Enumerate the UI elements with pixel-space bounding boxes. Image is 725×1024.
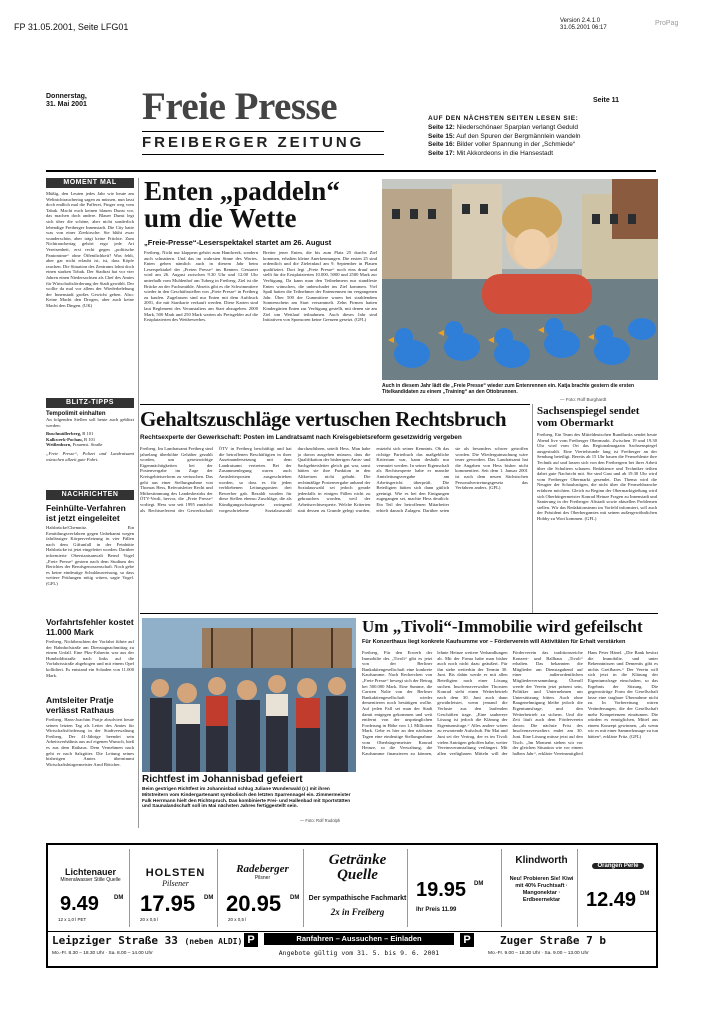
richtfest-credit: — Foto: Rolf Rudolph [300, 818, 341, 823]
richtfest-headline: Richtfest im Johannisbad gefeiert [142, 774, 303, 785]
blitz-item: Kalkwerk-Pochau, B 101 [46, 436, 96, 442]
ad-location-2-hours: Mo.-Fr. 9.00 – 18.30 Uhr · Sa. 9.00 – 13.00 Uhr [488, 951, 589, 956]
ad-item-orangenperle [582, 849, 654, 927]
next-pages-title: AUF DEN NÄCHSTEN SEITEN LESEN SIE: [428, 115, 579, 122]
next-page-item: Seite 17: Mit Akkordeons in die Hansestadt [428, 149, 554, 157]
lead-col-1: Freiberg. Nicht nur klappern gehört zum Handwerk, sondern auch schnattern. Und das im wahrsten Sinne des Wortes. Enten gehen nämlich auch in diesem Jahr beim Leserspektakel der „Freien Presse“ ins Rennen. Gestartet wird am 26. August zwischen 9.30 Uhr und 12.00 Uhr unterhalb vom Muldenhof am Tuberg in Freiberg. Ziel ist die Brücke an der Fuchsmühle. Abseits gibt es die Schwimmtiere wieder in den Geschäftsstellen von „Freie Presse“ in Freiberg zu kaufen. Zugelassen sind nur Enten mit dem Aufdruck 2001, die mit Startkarte verkauft werden. Diese Karten sind laut Reglement des Veranstalters am Start abzugeben. 2000 Mark, 500 Mark und 250 Mark warten als Preisgelder auf die Erstplatzierten des Wettbewerbes. [144, 250, 258, 323]
ad-brand: Klindworth [515, 855, 568, 866]
parking-icon: P [244, 933, 258, 947]
ad-unit: DM [640, 891, 650, 897]
ad-location-1-note: (neben ALDI) [184, 937, 243, 946]
print-slug: FP 31.05.2001, Seite LFG01 [14, 22, 129, 32]
blitz-tipps-box [46, 398, 134, 462]
ad-location-1-street: Leipziger Straße 33 [52, 934, 178, 947]
issue-date [46, 93, 87, 109]
ad-item-getraenke-quelle [308, 849, 408, 927]
tivoli-kicker: Für Konzerthaus liegt konkrete Kaufsumme vor – Förderverein will Aktivitäten für Erhalt verstärken [362, 639, 626, 645]
ad-note: 2x in Freiberg [330, 907, 385, 917]
ad-product: Mineralwasser Stille Quelle [60, 877, 121, 883]
news-title: Vorfahrtsfehler kostet 11.000 Mark [46, 617, 134, 637]
ad-note: 20 x 0,5 l [228, 917, 247, 922]
next-page-item: Seite 12: Niederschönaer Sparplan verlangt Geduld [428, 124, 578, 131]
ad-note: Ihr Preis 11.99 [416, 907, 457, 913]
page-number: Seite 11 [593, 97, 620, 104]
lead-headline-line: um die Wette [144, 203, 297, 233]
article2-kicker: Rechtsexperte der Gewerkschaft: Posten im Landratsamt nach Kreisgebietsreform gesetzwidrig vergeben [140, 434, 462, 441]
duck-credit: — Foto: Rolf Burghardt [560, 397, 607, 402]
lead-col-2: Breiter jener Enten, die bis zum Platz 25 durchs Ziel kommen, erhalten kleine Anerkennungen. Die ersten 25 sind ordentlich und die Zieleinlauf am 9. September in Plauen qualifiziert. Dort legt „Freie Presse“ noch eins drauf und stellt für die Erstplatzierten 10.000, 5000 und 2500 Mark zur Verfügung. Da kann man den Teilnehmern nur standfeste Enten wünschen, die unbeschadet ins Ziel kommen. Viel Spaß hatten die Teilnehmer der Entenrennen im vergangenen Jahr. Über 500 der Gummitiere waren bei strahlendem Sonnenschein am Start versammelt. Zehn Firmen hatten Kindergärten Enten zur Verfügung gestellt, mit denen sie am Ziel um Wettlauf teilnahmen. Auch dieses Jahr sind Initiativen von Sponsoren keine Grenzen gesetzt. (GFL) [263, 250, 377, 323]
tivoli-headline: Um „Tivoli“-Immobilie wird gefeilscht [362, 617, 643, 636]
blitz-item: Weißenborn, Frauenst. Straße [46, 442, 103, 448]
ad-note: 12 x 1,0 l PET [58, 917, 87, 922]
nachrichten-head: NACHRICHTEN [46, 490, 134, 500]
ad-brand: Orangen Perle [592, 863, 644, 869]
ad-item-radeberger [222, 849, 304, 927]
lead-headline-line: Enten „paddeln“ [144, 176, 340, 206]
tivoli-body [362, 650, 658, 825]
parking-icon: P [460, 933, 474, 947]
blitz-tipps-head: BLITZ-TIPPS [46, 398, 134, 408]
ad-unit: DM [474, 881, 484, 887]
ad-note: 20 x 0,5 l [140, 917, 159, 922]
next-pages-box [428, 115, 644, 158]
ad-price: 12.49 [586, 889, 637, 911]
sachsen-text: Freiberg. Ein Team des Mitteldeutschen Rundfunks sendet heute Abend live vom Freiberger Obermarkt. Zwischen 19 und 19.30 Uhr wird vom Ort das Regionalmagazin Sachsenspiegel ausgestrahlt. Eine Viertelstunde lang ist Freiberger an der Sendung beteiligt. Bereits ab 15 Uhr bauen die Fernsehleute ihre Technik auf und lassen sich von den Freibergern bei ihrer Arbeit über die Schultern schauen. Redakteure und Techniker teilten dabei gute Nachricht mit. Sie sind Gast und ab 19.30 Uhr wird vom Freiberger Obermarkt gesendet. Das Thema wird die Neugier der Schaulustigen, die nicht über die Fernsehbranche erfahren möchten. Gleich zu Beginn der Obermarktgießung wird sich Oberbürgermeister Konrad Heinze Fragen zu Innenstadt und Sanierung in der Freiberger Altstadt sowie aktuellen Problemen stellen. Wir das Redaktionsteam im Vorfeld informiert, soll auch der Präsident des Oberbergamtes mit seinen außergewöhnlichen Hobby zu Wort kommen. (GFL) [537, 432, 657, 521]
ad-product: Neu! Probieren Sie! Kiwi mit 40% Fruchtsaft · Mangonektar · Erdbeernektar [509, 876, 574, 903]
ad-slogan: Ranfahren – Aussuchen – Einladen [264, 933, 454, 945]
ad-unit: DM [114, 895, 124, 901]
richtfest-photo [142, 618, 356, 772]
article2-body [140, 446, 528, 596]
ad-location-1-hours: Mo.-Fr. 8.30 – 18.30 Uhr · Sa. 8.00 – 14.00 Uhr [52, 951, 153, 956]
next-pages-list [428, 124, 644, 158]
weekday-label: Donnerstag, [46, 93, 87, 100]
ad-brand: Radeberger [236, 863, 289, 875]
ad-item-wine [412, 849, 502, 927]
ad-item-lichtenauer [52, 849, 130, 927]
ad-validity: Angebote gültig vom 31. 5. bis 9. 6. 2001 [278, 949, 440, 957]
blitz-item: Buschmüllerberg, B 101 [46, 431, 94, 437]
next-page-item: Seite 15: Auf den Spuren der Bergmännlein wandeln [428, 132, 581, 140]
propag-logo: ProPag [655, 20, 679, 27]
news-title: Amtsleiter Pratje verlässt Rathaus [46, 695, 115, 715]
blitz-note: „Freie Presse“, Polizei und Landratsamt wünschen allzeit gute Fahrt. [46, 450, 134, 462]
ad-price: 9.49 [60, 893, 99, 915]
news-text: Halsbrücke/Chemnitz. Ein Ermittlungsverfahren gegen Unbekannt wegen fahrlässiger Körperverletzung in vier Fällen nach dem Giftunfall in der Feinhütte Halsbrücke ist jetzt eingeleitet worden. Darüber informierte Oberstaatsanwalt Bernd Vogel „Freie Presse“ gestern nach dem Studium des Berichtes der Berufsgenossenschaft. Noch gebe es keine eindeutige Schuldzuweisung, so dass weitere Prüfungen nötig wären, sagte Vogel. (GFL) [46, 525, 135, 586]
version-label: Version 2.4.1.0 [560, 18, 601, 24]
news-text: Freiberg. Nichtbeachten der Vorfahrt führte auf der Bahnhofstraße am Dienstagnachmittag zu einem Unfall. Eine Pkw-Fahrerin war aus der Humboldtstraße nach links auf die Vorfahrtsstraße abgebogen und mit einem Opel kollidiert. Es entstand ein Schaden von 11.000 Mark. [46, 639, 134, 678]
news-text: Freiberg. Hans-Joachim Pratje absolviert heute seinen letzten Tag als Leiter des Amtes für Wirtschaftsförderung in der Stadtverwaltung Freiberg. Der 41-Jährige beendet sein Arbeitsverhältnis aus auf eigenen Wunsch, hieß es aus dem Rathaus. Dem Vernehmen nach geht er nach Salzgitter. Die Leitung seines bisherigen Amtes übernimmt Wirtschaftsbürgermeister Arnd Böttcher. [46, 717, 134, 767]
nachrichten-box [46, 490, 134, 785]
ad-product: Pilsener [162, 879, 189, 888]
duck-photo [382, 179, 658, 380]
ad-brand: Getränke Quelle [328, 852, 387, 883]
ad-item-klindworth [506, 849, 578, 927]
ad-item-holsten [134, 849, 218, 927]
tivoli-text: Freiberg. Für den Erwerb der Immobilie des „Tivoli“ gibt es jetzt von der Berliner Bankaktiengesellschaft eine konkrete Kaufsumme. Nach Recherchen von „Freie Presse“ bewegt sich der Betrag bei 500.000 Mark. Eine Summe, die Carsten Nolte von der Berliner Bankaktiengesellschaft wieder dementieren noch bestätigen wollte. Auf jeden Fall sei man der Stadt damit entgegen gekommen und weit entfernt von der ursprünglichen Forderung in Höhe von 1,1 Millionen Mark. Gebe es hier an den nächsten Tagen eine eindeutige Stellungnahme vom Oberbürgermeister Konrad Heinze, so die Verwaltung, die Kaufsumme finanzieren zu können, lehnte Heinze weitere Verhandlungen ab. Mit der Firma habe man bisher auch noch nicht dazu geäußert. Für ihn stehe weiterhin der Termin 30. Juni. Bis dahin werde er mit allen Beteiligten nach einer Lösung suchen. Insolvenzverwalter Thorsten Konrad sieht einen Weiterbetrieb nach dem 30. Juni auch dann gewährleistet, wenn jemand die Verluste aus den laufenden Geschäften trage. „Eine sauberere Lösung ist jedoch die Klärung der Eigentumsfrage.“ Alles andere wären zu erwartende Aufschub. Für Mai und Juni sei der Vertrag, der es im Tivoli vielen Anträgen geholfen habe, weiter Vereinsveranstaltung verlängert. Mit allen verfügbaren Mitteln will der Förderverein das traditionsreiche Konzert- und Ballhaus „Tivoli“ erhalten. Das bekannten die Mitglieder am Dienstagabend auf einer außerordentlichen Mitgliederversammlung. Überall werde der Verein jetzt präsent sein, Politiker und Unternehmen um Unterstützung bitten. Auch ohne Baugenehmigung bleibe jedoch die Eigentumsfrage, und den Weiterbetrieb zu sichern. Und die Zeit läuft auch dem Förderverein davon. Die nächste Frist des Insolvenzverwalters endet am 30. Juni. Eine Lösung müsse jetzt auf den Tisch. „Im Moment stehen wir vor der gleichen Situation wie vor einem halben Jahr“, erklärte Vereinsmitglied Hans Peter Hänel. „Die Bank besitzt die Immobilie, und unter Bekenntnissen und Dementis gibt es nichts Greifbares.“ Der Verein will sich jetzt in die Klärung der Eigentumsfrage einschalten, so das Ergebnis der Sitzung. Die gegenwärtige Form der Gesellschaft lasse eine tragbare Übernahme nicht zu. In Vorbereitung wären Veränderungen, die der Gesellschaft mehr Kompetenzen einräumen. Die würden es ermöglichen, Mittel aus einem Konzept gewinnen, „als wenn wir es mit einer Sammelzusage zu tun hätten“, erklärte Fritz. (GFL) [362, 650, 658, 756]
article2-text: Freiberg. Im Landratsamt Freiberg sind jahrelang überhöhte Gehälter gezahlt worden, um gesetzwidrige Eigenmächtigkeiten bei der Postenvergabe im Zuge der Kreisgebietsreform zu vertuschen. Das geht aus einer Stellungnahme von Thomas Hess, Referatsleiter Recht und Mitbestimmung des Landesbezirks der ÖTV-Verdi, hervor, die „Freie Presse“ vorliegt. Hess war seit 1995 zunächst als Rechtsreferent der Gewerkschaft ÖTV in Freiberg beschäftigt und hat die betroffenen Beschäftigten in ihrer Auseinandersetzung mit dem Landratsamt vertreten. Bei der Zusammenlegung waren auch Amtsleiterposten ausgeschrieben worden, so dass es für jeden verbliebenen Leitungsposten drei Bewerber gab. Bezahlt wurden für diese Stellen ebenso Zuschläge, die als Kündigungsschutzgesetz zwingend vorgeschriebene Sozialauswahl durchzuführen, urteilt Hess. Man habe ja davon ausgehen müssen, dass die Qualifikation der bisherigen Amts- und Sachgebietsleiter gleich gut war, sonst hätten sie ihre Funktion in den Altkreisen nicht gehabt. Die rechtmäßige Postenvergabe anhand der Sozialauswahl sei jedoch gerade jedenfalls in einigen Fällen nicht zu gebrauchen worden, weil der Arbeitsrechtsexperte. Welche Kriterien statt dessen zu Grunde gelegt wurden, entzieht sich seiner Kenntnis. Ob das richtige Parteibuch das maßgebliche Kriterium war, kann deshalb nur vermutet werden. In seiner Eigenschaft als Rechtsexperte habe er manche Amtsleitungsvergabe am Arbeitsgericht überprüft. Die Beteiligten hätten sich dann gütlich geeinigt. Wie es bei den Einigungen zugegangen sei, machte Hess deutlich: Ein Teil der betroffenen Mitarbeiter erhielt danach Zulagen. Darüber seien sie als besonders schwer getroffen worden. Die Wiedergutmachung wäre teuer geworden. Das Landratsamt hat die Angaben von Hess bisher nicht kommentiert. Seit dem 1. Januar 2001 ist nach dem neuen Sächsischen Personalvertretungsgesetz das Verfahren anders. (GFL) [140, 446, 528, 513]
duck-caption: Auch in diesem Jahr lädt die „Freie Presse“ wieder zum Entenrennen ein. Katja brachte gestern die ersten Titelkandidaten zu einem „Training“ an den Ottobrunnen. [382, 383, 635, 395]
getraenke-ad [46, 843, 658, 968]
article2-headline: Gehaltszuschläge vertuschen Rechtsbruch [140, 407, 507, 431]
ad-price: 17.95 [140, 891, 196, 916]
date-label: 31. Mai 2001 [46, 101, 87, 108]
ad-brand: HOLSTEN [145, 867, 206, 879]
ad-unit: DM [204, 895, 214, 901]
blitz-intro-text: An folgenden Stellen soll heute auch geblitzt werden: [46, 417, 134, 428]
ad-price: 19.95 [416, 879, 467, 901]
news-title: Feinhülte-Verfahren ist jetzt eingeleitet [46, 503, 126, 523]
lead-kicker: „Freie-Presse“-Leserspektakel startet am 26. August [144, 238, 332, 247]
masthead-subtitle: FREIBERGER ZEITUNG [142, 134, 365, 151]
masthead-title: Freie Presse [142, 85, 338, 128]
blitz-intro-title: Tempolimit einhalten [46, 411, 106, 417]
moment-mal-box [46, 178, 134, 403]
ad-price: 20.95 [226, 891, 282, 916]
richtfest-caption: Beim gestrigen Richtfest im Johannisbad schlug Juliane Wunderwald (r.) mit ihren Mitstreitern vom Kindergartenamt symbolisch den letzten Sparrennagel ein. Zimmermeister Falk Herrmann hielt den Richtspruch. Das kombinierte Frei- und Hallenbad mit Sportstätten und Saunalandschaft soll im Mai nächsten Jahres fertiggestellt sein. [142, 787, 351, 810]
timestamp-label: 31.05.2001 06:17 [560, 25, 607, 31]
ad-location-2: Zuger Straße 7 b [500, 934, 606, 947]
ad-unit: DM [290, 895, 300, 901]
print-version [560, 18, 607, 32]
next-page-item: Seite 16: Bilder voller Spannung in der „Schmiede“ [428, 141, 576, 148]
moment-mal-head: MOMENT MAL [46, 178, 134, 188]
ad-product: Pilsner [254, 875, 271, 881]
moment-mal-text: Müßig, den Leuten jedes Jahr wie heute am Weltnichtrauchertag sagen zu müssen, nun lasst doch endlich mal die Pafferei, Finger weg vom Tabak. Macht euch keinen blauen Dunst vor, das machen doch andere. Blauer Dunst legt sich über die schöne, aber nicht sonderlich lebendige Freiberger Innenstadt. Die City hatte was von einer Zierkirsche: Sie blüht zwar wunderschön, aber trägt keine Früchte. Zum Nichtrauchertag gehört ergo jede Art Vereisenheit, erst recht gegen „politische Pantomime“ ohne Öffentlichkeit? Was fehlt, aber gar nicht erlaubt ist, ist, dass Köpfe rauchen. Die Situation des Zentrums lohnt doch einen starken Tobak. Der Stadtrat hat vor vier Jahren einen Niedersachsen als Chef des Amtes für Wirtschaftsförderung der Stadt gewählt. Der wollte da mal vor allem der Wiederbelebung der Innenstadt großes Gewicht geben. Also: Keine Macht den Drogen, aber auch keine Macht den Dingen. (UK) [46, 191, 135, 308]
lead-headline [144, 178, 374, 232]
ad-product: Der sympathische Fachmarkt [308, 895, 407, 902]
ad-brand: Lichtenauer [64, 867, 116, 877]
ad-location-1 [52, 934, 242, 947]
sachsen-headline: Sachsenspiegel sendet vom Obermarkt [537, 405, 640, 429]
